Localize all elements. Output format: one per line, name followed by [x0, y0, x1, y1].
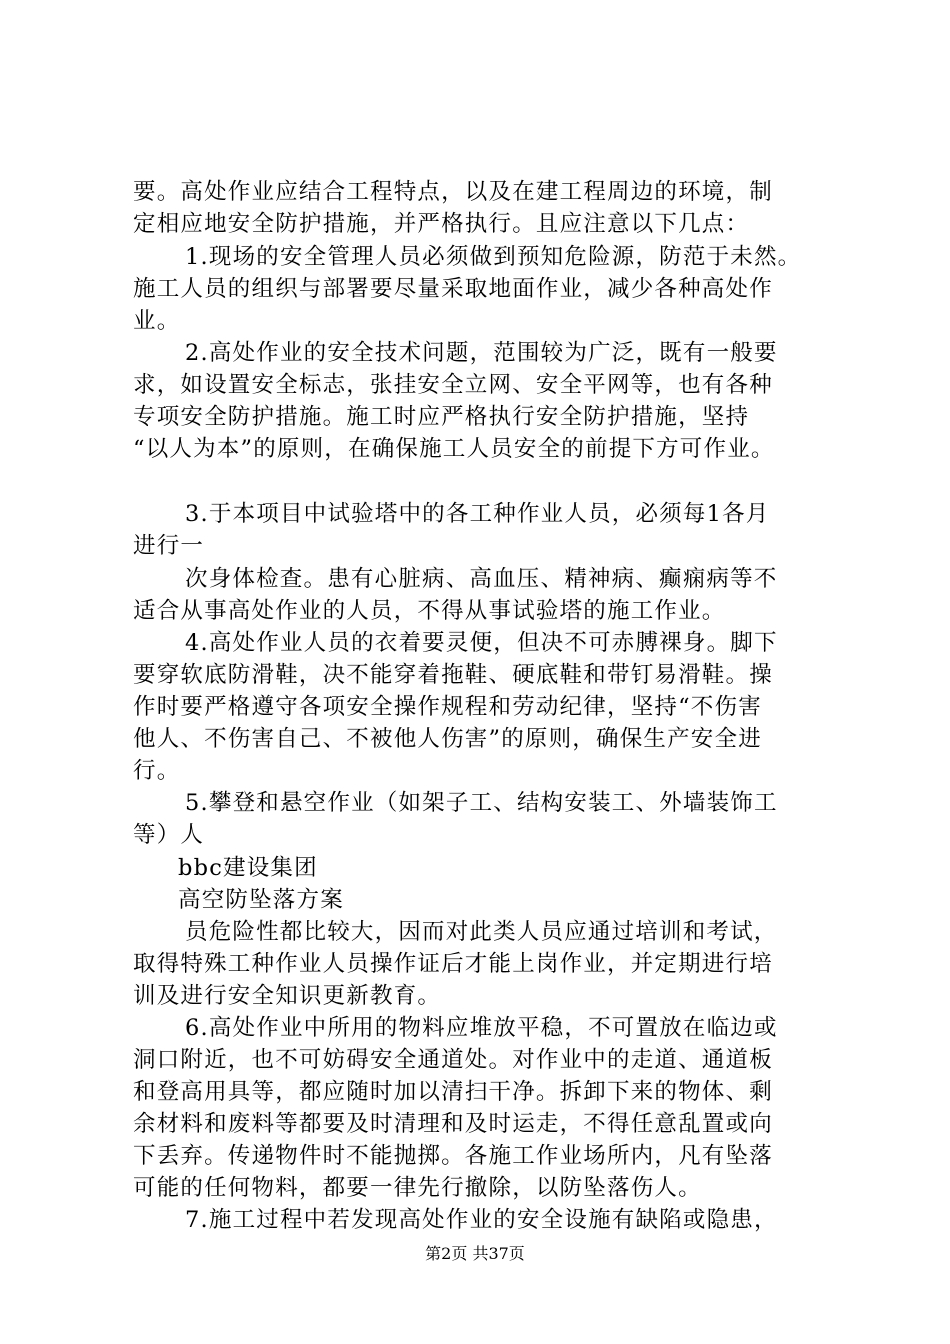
- page-number-footer: 第2页 共37页: [425, 1244, 525, 1263]
- body-line: 5.攀登和悬空作业（如架子工、结构安装工、外墙装饰工: [185, 790, 778, 816]
- body-line: 下丢弃。传递物件时不能抛掷。各施工作业场所内，凡有坠落: [133, 1143, 773, 1169]
- body-line: 3.于本项目中试验塔中的各工种作业人员，必须每1各月: [185, 501, 770, 527]
- body-line: 他人、不伤害自己、不被他人伤害”的原则，确保生产安全进: [133, 726, 762, 752]
- body-line: 4.高处作业人员的衣着要灵便，但决不可赤膊裸身。脚下: [185, 630, 778, 656]
- body-line: 作时要严格遵守各项安全操作规程和劳动纪律，坚持“不伤害: [133, 694, 762, 720]
- body-line: “以人为本”的原则，在确保施工人员安全的前提下方可作业。: [133, 436, 775, 462]
- body-line: 训及进行安全知识更新教育。: [133, 983, 442, 1009]
- body-line: 和登高用具等，都应随时加以清扫干净。拆卸下来的物体、剩: [133, 1079, 773, 1105]
- body-line: 次身体检查。患有心脏病、高血压、精神病、癫痫病等不: [185, 566, 778, 592]
- body-line: 1.现场的安全管理人员必须做到预知危险源，防范于未然。: [185, 244, 802, 270]
- body-line: 6.高处作业中所用的物料应堆放平稳，不可置放在临边或: [185, 1015, 778, 1041]
- body-line: 行。: [133, 758, 181, 784]
- body-line: 施工人员的组织与部署要尽量采取地面作业，减少各种高处作: [133, 276, 773, 302]
- header-company-line: bbc建设集团: [178, 855, 318, 881]
- body-line: 进行一: [133, 533, 205, 559]
- body-line: 7.施工过程中若发现高处作业的安全设施有缺陷或隐患，: [185, 1207, 778, 1233]
- body-line: 要。高处作业应结合工程特点，以及在建工程周边的环境，制: [133, 179, 773, 205]
- body-line: 洞口附近，也不可妨碍安全通道处。对作业中的走道、通道板: [133, 1047, 773, 1073]
- body-line: 适合从事高处作业的人员，不得从事试验塔的施工作业。: [133, 598, 726, 624]
- body-line: 余材料和废料等都要及时清理和及时运走，不得任意乱置或向: [133, 1111, 773, 1137]
- body-line: 求，如设置安全标志，张挂安全立网、安全平网等，也有各种: [133, 372, 773, 398]
- body-line: 等）人: [133, 822, 205, 848]
- body-line: 定相应地安全防护措施，并严格执行。且应注意以下几点：: [133, 211, 750, 237]
- body-line: 要穿软底防滑鞋，决不能穿着拖鞋、硬底鞋和带钉易滑鞋。操: [133, 662, 773, 688]
- body-line: 取得特殊工种作业人员操作证后才能上岗作业，并定期进行培: [133, 951, 773, 977]
- body-line: 专项安全防护措施。施工时应严格执行安全防护措施，坚持: [133, 404, 750, 430]
- body-line: 2.高处作业的安全技术问题，范围较为广泛，既有一般要: [185, 340, 778, 366]
- body-line: 员危险性都比较大，因而对此类人员应通过培训和考试，: [185, 919, 778, 945]
- header-title-line: 高空防坠落方案: [178, 887, 344, 913]
- body-line: 可能的任何物料，都要一律先行撤除，以防坠落伤人。: [133, 1175, 702, 1201]
- body-line: 业。: [133, 308, 181, 334]
